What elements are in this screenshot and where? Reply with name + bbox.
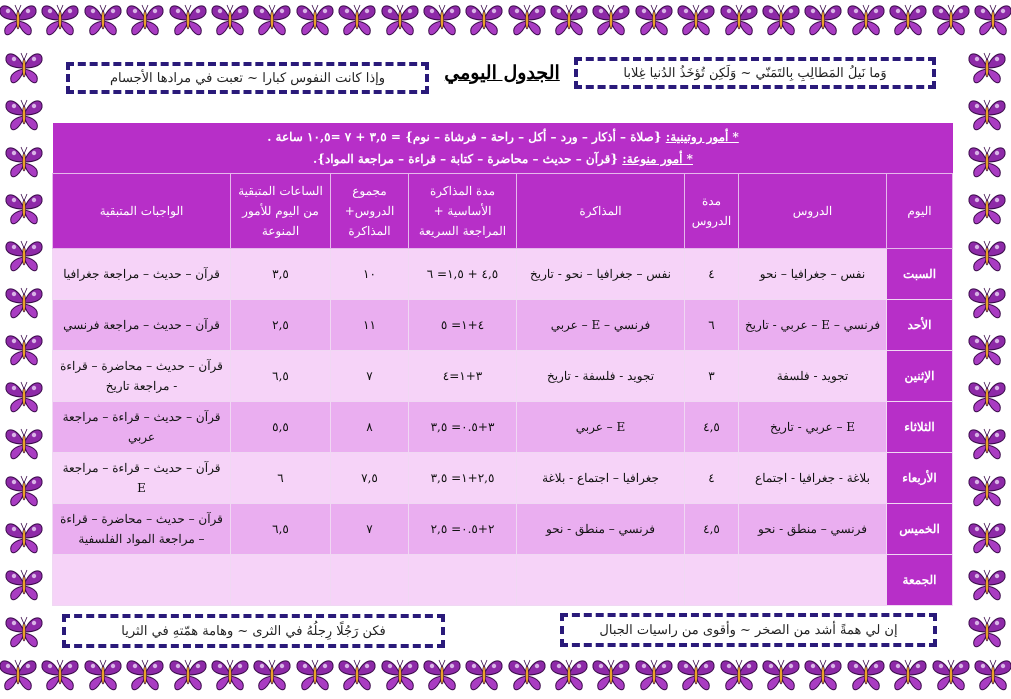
butterfly-icon — [803, 0, 843, 40]
column-header: مدة المذاكرة الأساسية + المراجعة السريعة — [409, 174, 517, 249]
varied-note — [313, 148, 693, 170]
butterfly-icon — [761, 655, 801, 695]
butterfly-icon — [888, 0, 928, 40]
butterfly-icon — [83, 0, 123, 40]
butterfly-icon — [846, 655, 886, 695]
table-cell: ٤,٥ — [685, 402, 739, 453]
column-header: الواجبات المتبقية — [53, 174, 231, 249]
butterfly-icon — [422, 0, 462, 40]
butterfly-icon — [4, 612, 44, 652]
table-cell: ٤ — [685, 249, 739, 300]
butterfly-icon — [967, 236, 1007, 276]
butterfly-icon — [676, 0, 716, 40]
butterfly-icon — [4, 283, 44, 323]
day-cell: الأحد — [887, 300, 953, 351]
butterfly-icon — [967, 424, 1007, 464]
table-cell: فرنسي – منطق - نحو — [517, 504, 685, 555]
table-cell: قرآن – حديث – مراجعة جغرافيا — [53, 249, 231, 300]
butterfly-icon — [4, 48, 44, 88]
table-header-row — [53, 174, 953, 249]
butterfly-icon — [168, 655, 208, 695]
header-quote-right — [574, 57, 936, 89]
butterfly-icon — [967, 283, 1007, 323]
butterfly-icon — [967, 95, 1007, 135]
table-cell: ١٠ — [331, 249, 409, 300]
butterfly-icon — [0, 0, 38, 40]
table-row — [53, 504, 953, 555]
table-cell: ٧ — [331, 351, 409, 402]
table-cell: بلاغة - جغرافيا - اجتماع — [739, 453, 887, 504]
table-row — [53, 300, 953, 351]
table-cell: ٥,٥ — [231, 402, 331, 453]
butterfly-icon — [337, 0, 377, 40]
table-cell: ٣ — [685, 351, 739, 402]
butterfly-icon — [4, 330, 44, 370]
table-cell: ٤ — [685, 453, 739, 504]
butterfly-icon — [846, 0, 886, 40]
butterfly-border-right — [963, 44, 1011, 655]
butterfly-icon — [973, 0, 1011, 40]
table-cell: ٣+١=٤ — [409, 351, 517, 402]
table-cell: E – عربي - تاريخ — [739, 402, 887, 453]
table-cell: ٤+١= ٥ — [409, 300, 517, 351]
varied-text: {قرآن – حديث – محاضرة – كتابة – قراءة – مراجعة المواد}. — [313, 152, 623, 166]
table-cell: فرنسي – E – عربي — [517, 300, 685, 351]
butterfly-icon — [761, 0, 801, 40]
butterfly-icon — [931, 655, 971, 695]
column-header: اليوم — [887, 174, 953, 249]
table-cell: E – عربي — [517, 402, 685, 453]
table-cell: ٧,٥ — [331, 453, 409, 504]
butterfly-icon — [967, 142, 1007, 182]
table-cell: ٤,٥ — [685, 504, 739, 555]
table-cell — [685, 555, 739, 606]
header-quote-left — [66, 62, 429, 94]
table-cell: ٧ — [331, 504, 409, 555]
table-row — [53, 555, 953, 606]
table-cell — [53, 555, 231, 606]
table-cell — [739, 555, 887, 606]
table-cell: نفس – جغرافيا – نحو — [739, 249, 887, 300]
day-cell: الأربعاء — [887, 453, 953, 504]
table-cell — [409, 555, 517, 606]
table-cell: تجويد - فلسفة — [739, 351, 887, 402]
table-cell: ١١ — [331, 300, 409, 351]
footer-quote-left — [62, 614, 445, 648]
footer-quote-right-text: إن لي همةً أشد من الصخر ~ وأقوى من راسيات الجبال — [599, 622, 898, 638]
table-cell: فرنسي – E – عربي - تاريخ — [739, 300, 887, 351]
butterfly-icon — [40, 0, 80, 40]
butterfly-icon — [4, 518, 44, 558]
footer-quote-right — [560, 613, 937, 647]
butterfly-icon — [549, 655, 589, 695]
butterfly-icon — [210, 655, 250, 695]
column-header: الدروس — [739, 174, 887, 249]
butterfly-border-left — [0, 44, 48, 655]
table-cell: قرآن – حديث – قراءة – مراجعة E — [53, 453, 231, 504]
table-cell: قرآن – حديث – مراجعة فرنسي — [53, 300, 231, 351]
butterfly-icon — [40, 655, 80, 695]
butterfly-icon — [168, 0, 208, 40]
column-header: مجموع الدروس+ المذاكرة — [331, 174, 409, 249]
table-cell: ٦,٥ — [231, 504, 331, 555]
butterfly-icon — [252, 0, 292, 40]
butterfly-icon — [4, 142, 44, 182]
butterfly-icon — [0, 655, 38, 695]
butterfly-icon — [967, 330, 1007, 370]
notes-section — [53, 123, 953, 173]
butterfly-icon — [380, 655, 420, 695]
butterfly-icon — [295, 655, 335, 695]
butterfly-icon — [931, 0, 971, 40]
butterfly-icon — [719, 0, 759, 40]
butterfly-icon — [4, 377, 44, 417]
page-title: الجدول اليومي — [444, 62, 560, 84]
butterfly-border-top — [0, 0, 1011, 44]
table-cell: ٦ — [685, 300, 739, 351]
day-cell: الجمعة — [887, 555, 953, 606]
butterfly-icon — [337, 655, 377, 695]
butterfly-icon — [507, 655, 547, 695]
day-cell: الثلاثاء — [887, 402, 953, 453]
schedule-panel — [53, 123, 953, 600]
column-header: المذاكرة — [517, 174, 685, 249]
table-cell: ٦,٥ — [231, 351, 331, 402]
butterfly-icon — [634, 0, 674, 40]
table-cell: ٦ — [231, 453, 331, 504]
butterfly-icon — [464, 655, 504, 695]
butterfly-icon — [973, 655, 1011, 695]
column-header: مدة الدروس — [685, 174, 739, 249]
butterfly-icon — [83, 655, 123, 695]
schedule-table — [52, 173, 953, 606]
table-cell: نفس – جغرافيا – نحو - تاريخ — [517, 249, 685, 300]
day-cell: السبت — [887, 249, 953, 300]
butterfly-icon — [295, 0, 335, 40]
table-cell — [231, 555, 331, 606]
butterfly-icon — [4, 565, 44, 605]
butterfly-icon — [967, 189, 1007, 229]
table-cell: ٣,٥ — [231, 249, 331, 300]
butterfly-icon — [803, 655, 843, 695]
butterfly-icon — [252, 655, 292, 695]
butterfly-icon — [4, 471, 44, 511]
table-cell — [331, 555, 409, 606]
butterfly-icon — [591, 0, 631, 40]
table-cell: قرآن – حديث – محاضرة – قراءة – مراجعة المواد الفلسفية — [53, 504, 231, 555]
table-cell: ٢,٥+١= ٣,٥ — [409, 453, 517, 504]
routine-text: {صلاة – أذكار – ورد – أكل – راحة – فرشاة – نوم} = ٣,٥ + ٧ =١٠,٥ ساعة . — [267, 130, 666, 144]
butterfly-icon — [549, 0, 589, 40]
footer-quote-left-text: فكن رَجُلًا رِجلُهُ في الثرى ~ وهامة همّتهِ في الثريا — [121, 623, 386, 639]
butterfly-icon — [676, 655, 716, 695]
butterfly-icon — [967, 518, 1007, 558]
table-cell: ٢+٠.٥= ٢,٥ — [409, 504, 517, 555]
table-cell: ٤,٥ + ١,٥= ٦ — [409, 249, 517, 300]
table-cell: جغرافيا – اجتماع - بلاغة — [517, 453, 685, 504]
butterfly-icon — [464, 0, 504, 40]
butterfly-icon — [4, 236, 44, 276]
day-cell: الخميس — [887, 504, 953, 555]
butterfly-icon — [4, 189, 44, 229]
butterfly-icon — [888, 655, 928, 695]
routine-label: * أمور روتينية: — [665, 130, 739, 144]
butterfly-icon — [967, 48, 1007, 88]
table-cell: ٢,٥ — [231, 300, 331, 351]
butterfly-icon — [380, 0, 420, 40]
table-row — [53, 351, 953, 402]
butterfly-icon — [4, 95, 44, 135]
table-row — [53, 453, 953, 504]
butterfly-icon — [210, 0, 250, 40]
routine-note — [267, 126, 739, 148]
table-cell — [517, 555, 685, 606]
butterfly-border-bottom — [0, 655, 1011, 699]
butterfly-icon — [967, 377, 1007, 417]
butterfly-icon — [125, 655, 165, 695]
table-cell: ٣+٠.٥= ٣,٥ — [409, 402, 517, 453]
butterfly-icon — [422, 655, 462, 695]
butterfly-icon — [719, 655, 759, 695]
butterfly-icon — [507, 0, 547, 40]
column-header: الساعات المتبقية من اليوم للأمور المنوعة — [231, 174, 331, 249]
header-quote-right-text: وَما نَيلُ المَطالِبِ بِالتَمَنّي ~ وَلَكِن تُؤخَذُ الدُنيا غِلابا — [623, 65, 887, 81]
table-cell: قرآن – حديث – محاضرة – قراءة - مراجعة تاريخ — [53, 351, 231, 402]
butterfly-icon — [591, 655, 631, 695]
table-cell: تجويد - فلسفة - تاريخ — [517, 351, 685, 402]
table-cell: قرآن – حديث – قراءة – مراجعة عربي — [53, 402, 231, 453]
table-cell: ٨ — [331, 402, 409, 453]
butterfly-icon — [4, 424, 44, 464]
day-cell: الإثنين — [887, 351, 953, 402]
butterfly-icon — [967, 612, 1007, 652]
varied-label: * أمور منوعة: — [622, 152, 693, 166]
table-row — [53, 249, 953, 300]
table-cell: فرنسي – منطق - نحو — [739, 504, 887, 555]
table-row — [53, 402, 953, 453]
butterfly-icon — [125, 0, 165, 40]
butterfly-icon — [634, 655, 674, 695]
butterfly-icon — [967, 565, 1007, 605]
header-quote-left-text: وإذا كانت النفوس كبارا ~ تعبت في مرادها الأجسام — [109, 70, 386, 86]
butterfly-icon — [967, 471, 1007, 511]
